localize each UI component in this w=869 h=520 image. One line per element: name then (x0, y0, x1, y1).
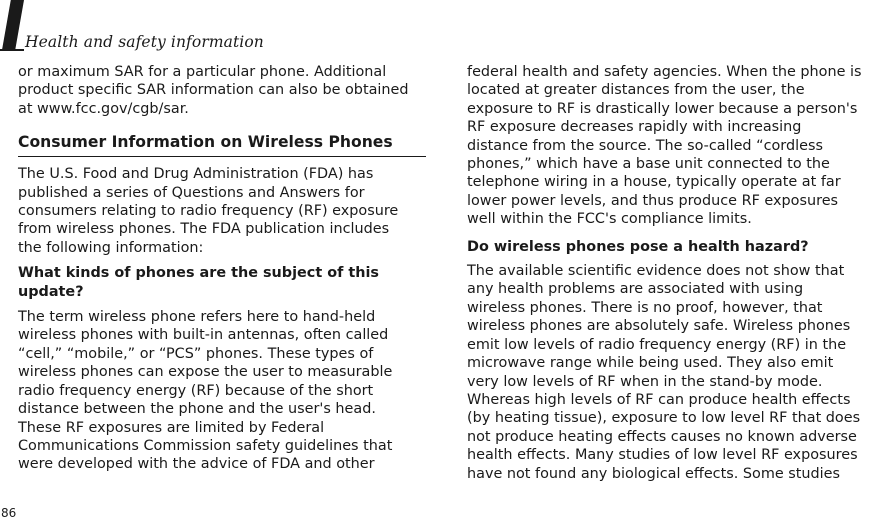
running-head-title: Health and safety information (25, 33, 264, 51)
text-line: radio frequency energy (RF) because of the short (18, 382, 374, 399)
text-line: not produce heating effects causes no known adverse (467, 428, 857, 445)
text-line: microwave range while being used. They also emit (467, 355, 834, 372)
text-line: distance between the phone and the user's head. (18, 401, 376, 418)
text-line: wireless phones. There is no proof, however, that (467, 299, 823, 316)
text-line: Communications Commission safety guidelines that (18, 437, 393, 454)
page-number: 86 (1, 506, 17, 520)
text-line: emit low levels of radio frequency energy (RF) in the (467, 336, 847, 353)
text-line: telephone wiring in a house, typically operate at far (467, 174, 841, 191)
text-line: well within the FCC's compliance limits. (467, 211, 752, 228)
text-line: Do wireless phones pose a health hazard? (467, 238, 809, 255)
question-heading (467, 238, 869, 256)
text-line: were developed with the advice of FDA and other (18, 456, 375, 473)
text-line: lower power levels, and thus produce RF exposures (467, 192, 839, 209)
text-line: What kinds of phones are the subject of this (18, 265, 379, 282)
text-line: product specific SAR information can also be obtained (18, 82, 409, 99)
text-line: from wireless phones. The FDA publication includes (18, 221, 390, 238)
text-line: The U.S. Food and Drug Administration (FDA) has (18, 166, 374, 183)
text-line: The term wireless phone refers here to hand-held (18, 309, 376, 326)
paragraph (18, 308, 426, 474)
left-column (18, 63, 426, 474)
text-line: located at greater distances from the user, the (467, 82, 805, 99)
text-line: The available scientific evidence does not show that (467, 263, 845, 280)
text-line: Whereas high levels of RF can produce health effects (467, 391, 851, 408)
text-line: wireless phones are absolutely safe. Wireless phones (467, 318, 851, 335)
text-line: wireless phones can expose the user to measurable (18, 364, 393, 381)
text-line: wireless phones with built-in antennas, often called (18, 327, 389, 344)
text-line: health effects. Many studies of low level RF exposures (467, 447, 858, 464)
text-line: any health problems are associated with using (467, 281, 804, 298)
header-rule (0, 49, 24, 51)
paragraph (467, 63, 869, 229)
intro-paragraph (18, 63, 426, 118)
text-line: phones,” which have a base unit connected to the (467, 156, 830, 173)
right-column (467, 63, 869, 483)
text-line: at www.fcc.gov/cgb/sar. (18, 100, 189, 117)
text-line: (by heating tissue), exposure to low level RF that does (467, 410, 861, 427)
text-line: the following information: (18, 239, 204, 256)
paragraph (18, 165, 426, 257)
text-line: RF exposure decreases rapidly with increasing (467, 119, 802, 136)
text-line: distance from the source. The so-called “cordless (467, 137, 823, 154)
text-line: update? (18, 283, 84, 300)
text-line: consumers relating to radio frequency (RF) exposure (18, 203, 399, 220)
text-line: federal health and safety agencies. When the phone is (467, 64, 862, 80)
paragraph (467, 262, 869, 483)
text-line: very low levels of RF when in the stand-by mode. (467, 373, 823, 390)
header-slash-mark (2, 0, 24, 50)
text-line: These RF exposures are limited by Federal (18, 419, 325, 436)
text-line: or maximum SAR for a particular phone. Additional (18, 64, 387, 80)
text-line: published a series of Questions and Answers for (18, 184, 365, 201)
text-line: exposure to RF is drastically lower because a person's (467, 100, 858, 117)
section-heading: Consumer Information on Wireless Phones (18, 132, 426, 157)
question-heading (18, 264, 426, 301)
text-line: have not found any biological effects. Some studies (467, 465, 841, 482)
text-line: “cell,” “mobile,” or “PCS” phones. These types of (18, 345, 374, 362)
